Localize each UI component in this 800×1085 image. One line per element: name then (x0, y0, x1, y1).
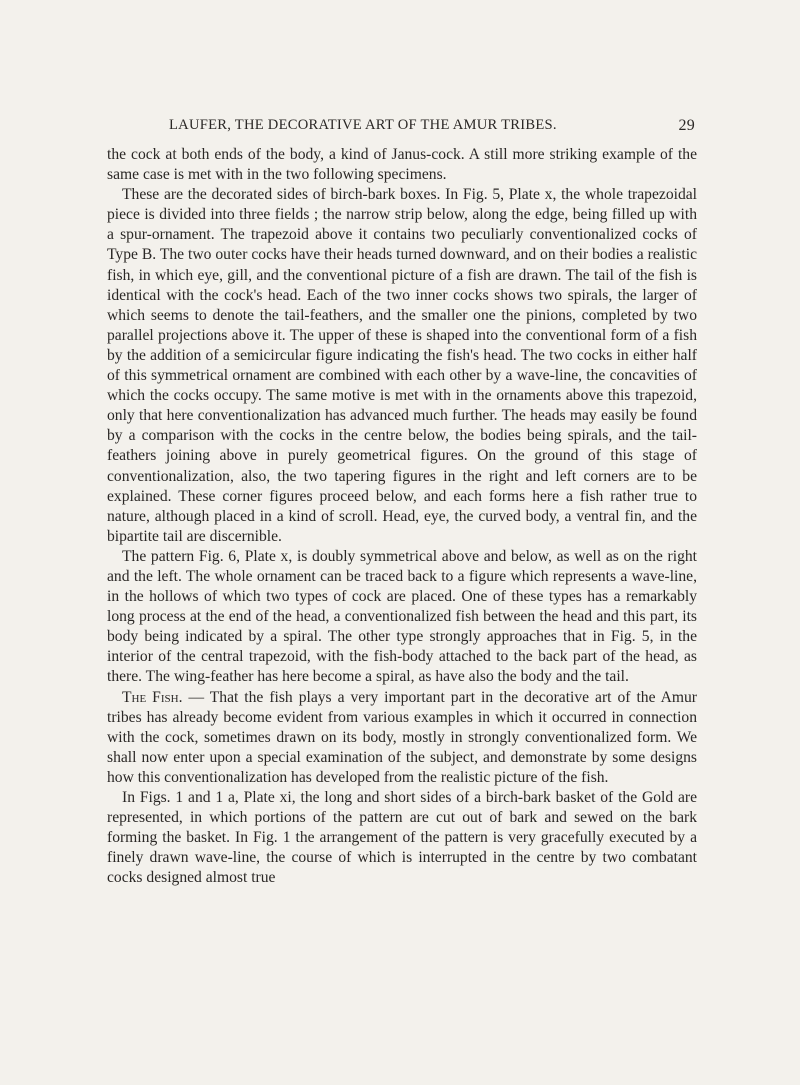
paragraph: In Figs. 1 and 1 a, Plate xi, the long and short sides of a birch-bark basket of the Gold are represented, in which portions of the pattern are cut out of bark and sewed on the bark forming the basket. In Fig. 1 the arrangement of the pattern is very gracefully executed by a finely drawn wave-line, the course of which is interrupted in the centre by two combatant cocks designed almost true (107, 789, 697, 887)
running-head (107, 117, 697, 139)
paragraph: These are the decorated sides of birch-bark boxes. In Fig. 5, Plate x, the whole trapezoidal piece is divided into three fields ; the narrow strip below, along the edge, being filled up with a spur-ornament. The trapezoid above it contains two peculiarly conventionalized cocks of Type B. The two outer cocks have their heads turned downward, and on their bodies a realistic fish, in which eye, gill, and the conventional picture of a fish are drawn. The tail of the fish is identical with the cock's head. Each of the two inner cocks shows two spirals, the larger of which seems to denote the tail-feathers, and the smaller one the pinions, completed by two parallel projections above it. The upper of these is shaped into the conventional form of a fish by the addition of a semicircular figure indicating the fish's head. The two cocks in either half of this symmetrical ornament are combined with each other by a wave-line, the concavities of which the cocks occupy. The same motive is met with in the ornaments above this trapezoid, only that here conventionalization has advanced much further. The heads may easily be found by a comparison with the cocks in the centre below, the bodies being spirals, and the tail-feathers joining above in purely geometrical figures. On the ground of this stage of conventionalization, also, the two tapering figures in the right and left corners are to be explained. These corner figures proceed below, and each forms here a fish rather true to nature, although placed in a kind of scroll. Head, eye, the curved body, a ventral fin, and the bipartite tail are discernible. (107, 186, 697, 545)
section-text: That the fish plays a very important part in the decorative art of the Amur tribes has already become evident from various examples in which it occurred in connection with the cock, sometimes drawn on its body, mostly in strongly conventionalized form. We shall now enter upon a special examination of the subject, and demonstrate by some designs how this conventionalization has developed from the realistic picture of the fish. (107, 688, 698, 786)
heading-dash: — (182, 688, 210, 706)
running-title: LAUFER, THE DECORATIVE ART OF THE AMUR TRIBES. (169, 117, 557, 133)
page-number: 29 (678, 117, 695, 134)
body-text (107, 145, 697, 888)
fish-section-paragraph (107, 688, 697, 788)
paragraph: the cock at both ends of the body, a kind of Janus-cock. A still more striking example of the same case is met with in the two following specimens. (107, 146, 697, 184)
paragraph: The pattern Fig. 6, Plate x, is doubly symmetrical above and below, as well as on the right and the left. The whole ornament can be traced back to a figure which represents a wave-line, in the hollows of which two types of cock are placed. One of these types has a remarkably long process at the end of the head, a conventionalized fish between the head and this part, its body being indicated by a spiral. The other type strongly approaches that in Fig. 5, in the interior of the central trapezoid, with the fish-body attached to the back part of the head, as there. The wing-feather has here become a spiral, as have also the body and the tail. (107, 547, 697, 686)
section-heading: The Fish. (122, 688, 183, 706)
